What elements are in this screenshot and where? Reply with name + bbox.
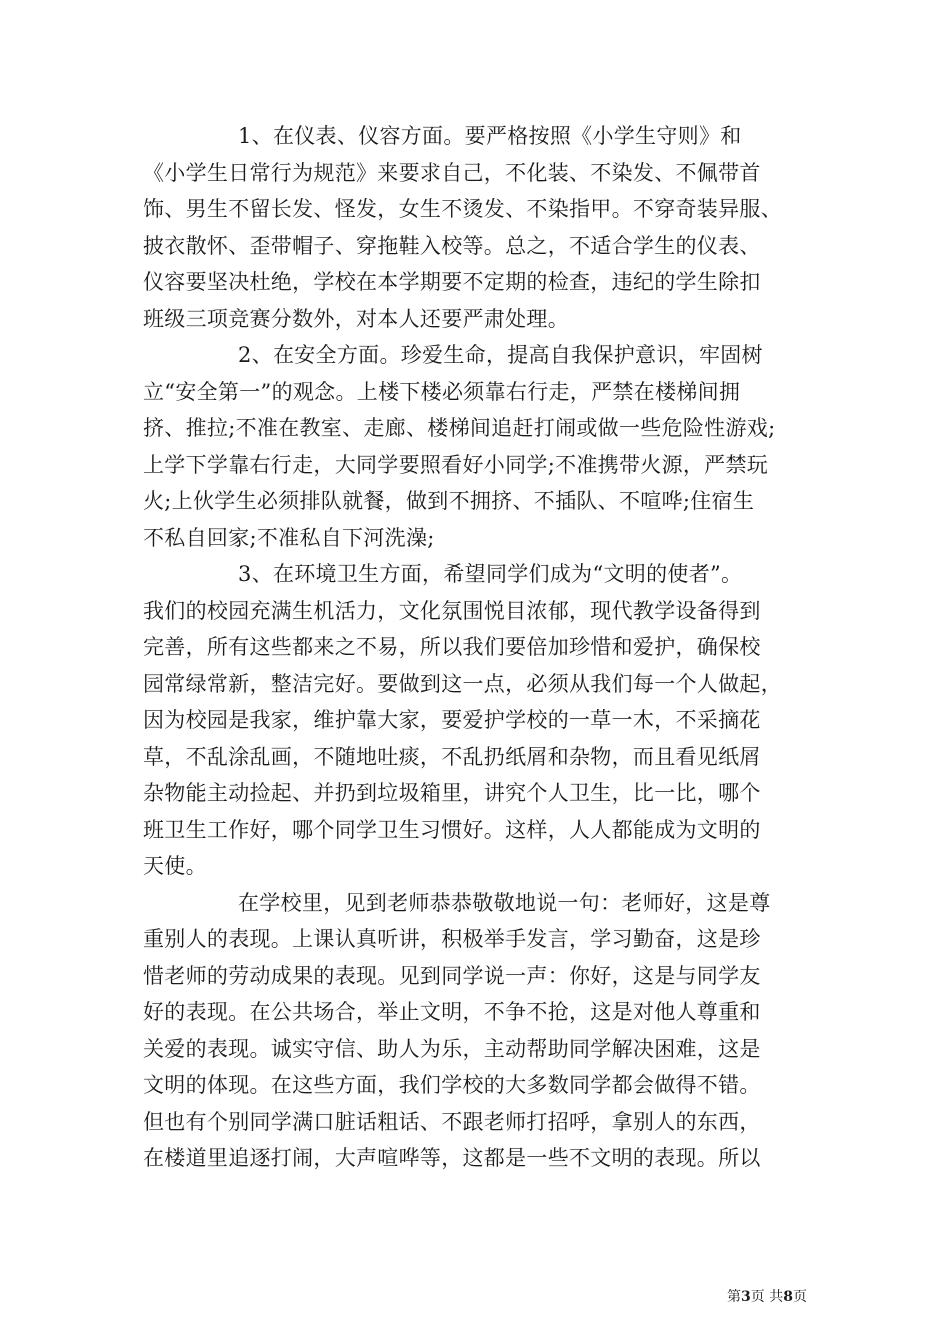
paragraph-line: 文明的体现。在这些方面，我们学校的大多数同学都会做得不错。 [143, 1073, 761, 1097]
paragraph-line: 挤、推拉;不准在教室、走廊、楼梯间追赶打闹或做一些危险性游戏; [143, 416, 776, 440]
paragraph-line: 班卫生工作好，哪个同学卫生习惯好。这样，人人都能成为文明的 [143, 817, 761, 842]
paragraph-line: 杂物能主动捡起、并扔到垃圾箱里，讲究个人卫生，比一比，哪个 [143, 781, 761, 805]
paragraph-line: 重别人的表现。上课认真听讲，积极举手发言，学习勤奋，这是珍 [143, 927, 761, 951]
paragraph-line: 立“安全第一”的观念。上楼下楼必须靠右行走，严禁在楼梯间拥 [143, 379, 741, 404]
paragraph-line: 好的表现。在公共场合，举止文明，不争不抢，这是对他人尊重和 [143, 1000, 761, 1024]
paragraph-line: 完善，所有这些都来之不易，所以我们要倍加珍惜和爱护，确保校 [143, 635, 761, 659]
paragraph-line: 因为校园是我家，维护靠大家，要爱护学校的一草一木，不采摘花 [143, 708, 761, 732]
footer-prefix: 第 [727, 1289, 742, 1305]
paragraph-line: 1、在仪表、仪容方面。要严格按照《小学生守则》和 [238, 124, 742, 148]
paragraph-line: 天使。 [143, 854, 207, 878]
paragraph-line: 惜老师的劳动成果的表现。见到同学说一声：你好，这是与同学友 [143, 963, 761, 988]
paragraph-line: 班级三项竞赛分数外，对本人还要严肃处理。 [143, 306, 569, 331]
paragraph-line: 仪容要坚决杜绝，学校在本学期要不定期的检查，违纪的学生除扣 [143, 270, 761, 294]
page-number-footer [727, 1288, 807, 1306]
paragraph-line: 上学下学靠右行走，大同学要照看好小同学;不准携带火源，严禁玩 [143, 452, 769, 477]
paragraph-line: 在学校里，见到老师恭恭敬敬地说一句：老师好，这是尊 [238, 890, 771, 915]
paragraph-line: 我们的校园充满生机活力，文化氛围悦目浓郁，现代教学设备得到 [143, 598, 761, 623]
paragraph-line: 《小学生日常行为规范》来要求自己，不化装、不染发、不佩带首 [143, 160, 761, 185]
paragraph-line: 草，不乱涂乱画，不随地吐痰，不乱扔纸屑和杂物，而且看见纸屑 [143, 744, 761, 769]
paragraph-line: 饰、男生不留长发、怪发，女生不烫发、不染指甲。不穿奇装异服、 [143, 197, 782, 221]
paragraph-line: 关爱的表现。诚实守信、助人为乐，主动帮助同学解决困难，这是 [143, 1036, 761, 1061]
paragraph-line: 在楼道里追逐打闹，大声喧哗等，这都是一些不文明的表现。所以 [143, 1146, 761, 1170]
paragraph-line: 不私自回家;不准私自下河洗澡; [143, 525, 435, 550]
paragraph-line: 3、在环境卫生方面，希望同学们成为“文明的使者”。 [238, 562, 743, 586]
current-page-number: 3 [741, 1289, 751, 1305]
paragraph-line: 火;上伙学生必须排队就餐，做到不拥挤、不插队、不喧哗;住宿生 [143, 489, 755, 513]
total-pages-number: 8 [783, 1289, 793, 1305]
footer-suffix: 页 [793, 1289, 807, 1305]
paragraph-line: 园常绿常新，整洁完好。要做到这一点，必须从我们每一个人做起， [143, 671, 782, 696]
paragraph-line: 2、在安全方面。珍爱生命，提高自我保护意识，牢固树 [238, 343, 763, 367]
paragraph-line: 披衣散怀、歪带帽子、穿拖鞋入校等。总之，不适合学生的仪表、 [143, 233, 761, 258]
footer-middle: 页 共 [750, 1289, 784, 1305]
document-body [143, 118, 808, 1177]
paragraph-line: 但也有个别同学满口脏话粗话、不跟老师打招呼，拿别人的东西， [143, 1109, 761, 1134]
